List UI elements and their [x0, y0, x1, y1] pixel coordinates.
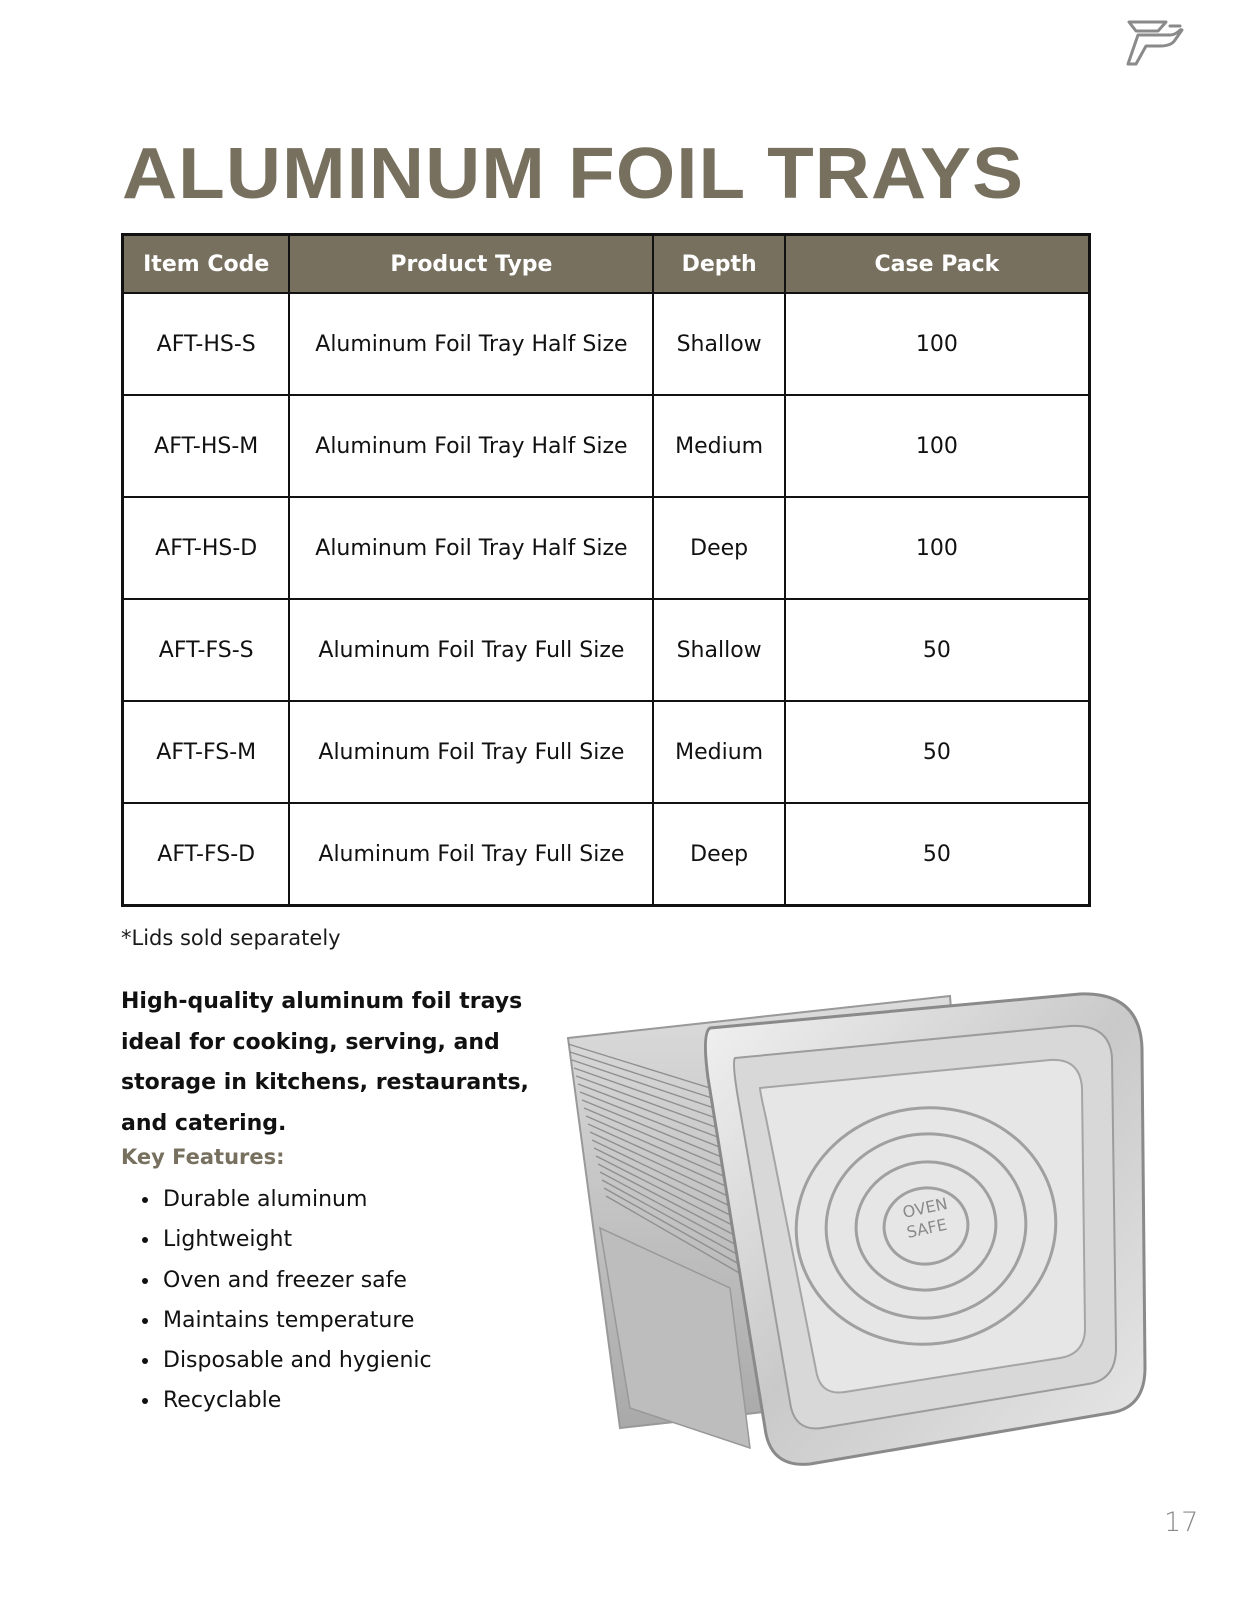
table-row — [123, 599, 1090, 701]
depth-cell: Deep — [653, 497, 784, 599]
table-row — [123, 293, 1090, 395]
case-pack-cell: 50 — [785, 599, 1090, 701]
table-row — [123, 701, 1090, 803]
item-code-cell: AFT-FS-S — [123, 599, 290, 701]
case-pack-cell: 100 — [785, 497, 1090, 599]
column-header-product-type: Product Type — [289, 235, 653, 294]
page-title: ALUMINUM FOIL TRAYS — [122, 134, 1025, 214]
column-header-case-pack: Case Pack — [785, 235, 1090, 294]
item-code-cell: AFT-FS-M — [123, 701, 290, 803]
depth-cell: Deep — [653, 803, 784, 906]
product-type-cell: Aluminum Foil Tray Full Size — [289, 803, 653, 906]
feature-item: • Oven and freezer safe — [161, 1261, 432, 1301]
feature-item: • Maintains temperature — [161, 1301, 432, 1341]
case-pack-cell: 50 — [785, 701, 1090, 803]
product-type-cell: Aluminum Foil Tray Full Size — [289, 701, 653, 803]
product-type-cell: Aluminum Foil Tray Half Size — [289, 395, 653, 497]
case-pack-cell: 100 — [785, 395, 1090, 497]
oven-safe-stamp-line1: OVEN — [900, 1193, 950, 1222]
page-number: 17 — [1164, 1507, 1199, 1538]
product-type-cell: Aluminum Foil Tray Half Size — [289, 293, 653, 395]
depth-cell: Shallow — [653, 599, 784, 701]
product-type-cell: Aluminum Foil Tray Half Size — [289, 497, 653, 599]
product-description: High-quality aluminum foil trays ideal for cooking, serving, and storage in kitchens, restaurants, and catering. — [121, 989, 529, 1136]
feature-item: • Lightweight — [161, 1220, 432, 1260]
item-code-cell: AFT-FS-D — [123, 803, 290, 906]
feature-item: • Disposable and hygienic — [161, 1341, 432, 1381]
case-pack-cell: 100 — [785, 293, 1090, 395]
item-code-cell: AFT-HS-D — [123, 497, 290, 599]
depth-cell: Shallow — [653, 293, 784, 395]
item-code-cell: AFT-HS-S — [123, 293, 290, 395]
foil-tray-product-image — [560, 988, 1150, 1468]
table-row — [123, 497, 1090, 599]
case-pack-cell: 50 — [785, 803, 1090, 906]
feature-item: • Recyclable — [161, 1381, 432, 1421]
column-header-item-code: Item Code — [123, 235, 290, 294]
table-header-row — [123, 235, 1090, 294]
table-row — [123, 395, 1090, 497]
key-features-list — [121, 1180, 432, 1422]
depth-cell: Medium — [653, 395, 784, 497]
product-table — [121, 233, 1091, 907]
feature-item: • Durable aluminum — [161, 1180, 432, 1220]
key-features-heading: Key Features: — [121, 1145, 285, 1169]
column-header-depth: Depth — [653, 235, 784, 294]
lids-note: *Lids sold separately — [121, 926, 341, 950]
product-type-cell: Aluminum Foil Tray Full Size — [289, 599, 653, 701]
oven-safe-stamp-line2: SAFE — [904, 1214, 949, 1242]
depth-cell: Medium — [653, 701, 784, 803]
table-row — [123, 803, 1090, 906]
bird-p-logo-icon — [1126, 18, 1184, 68]
item-code-cell: AFT-HS-M — [123, 395, 290, 497]
